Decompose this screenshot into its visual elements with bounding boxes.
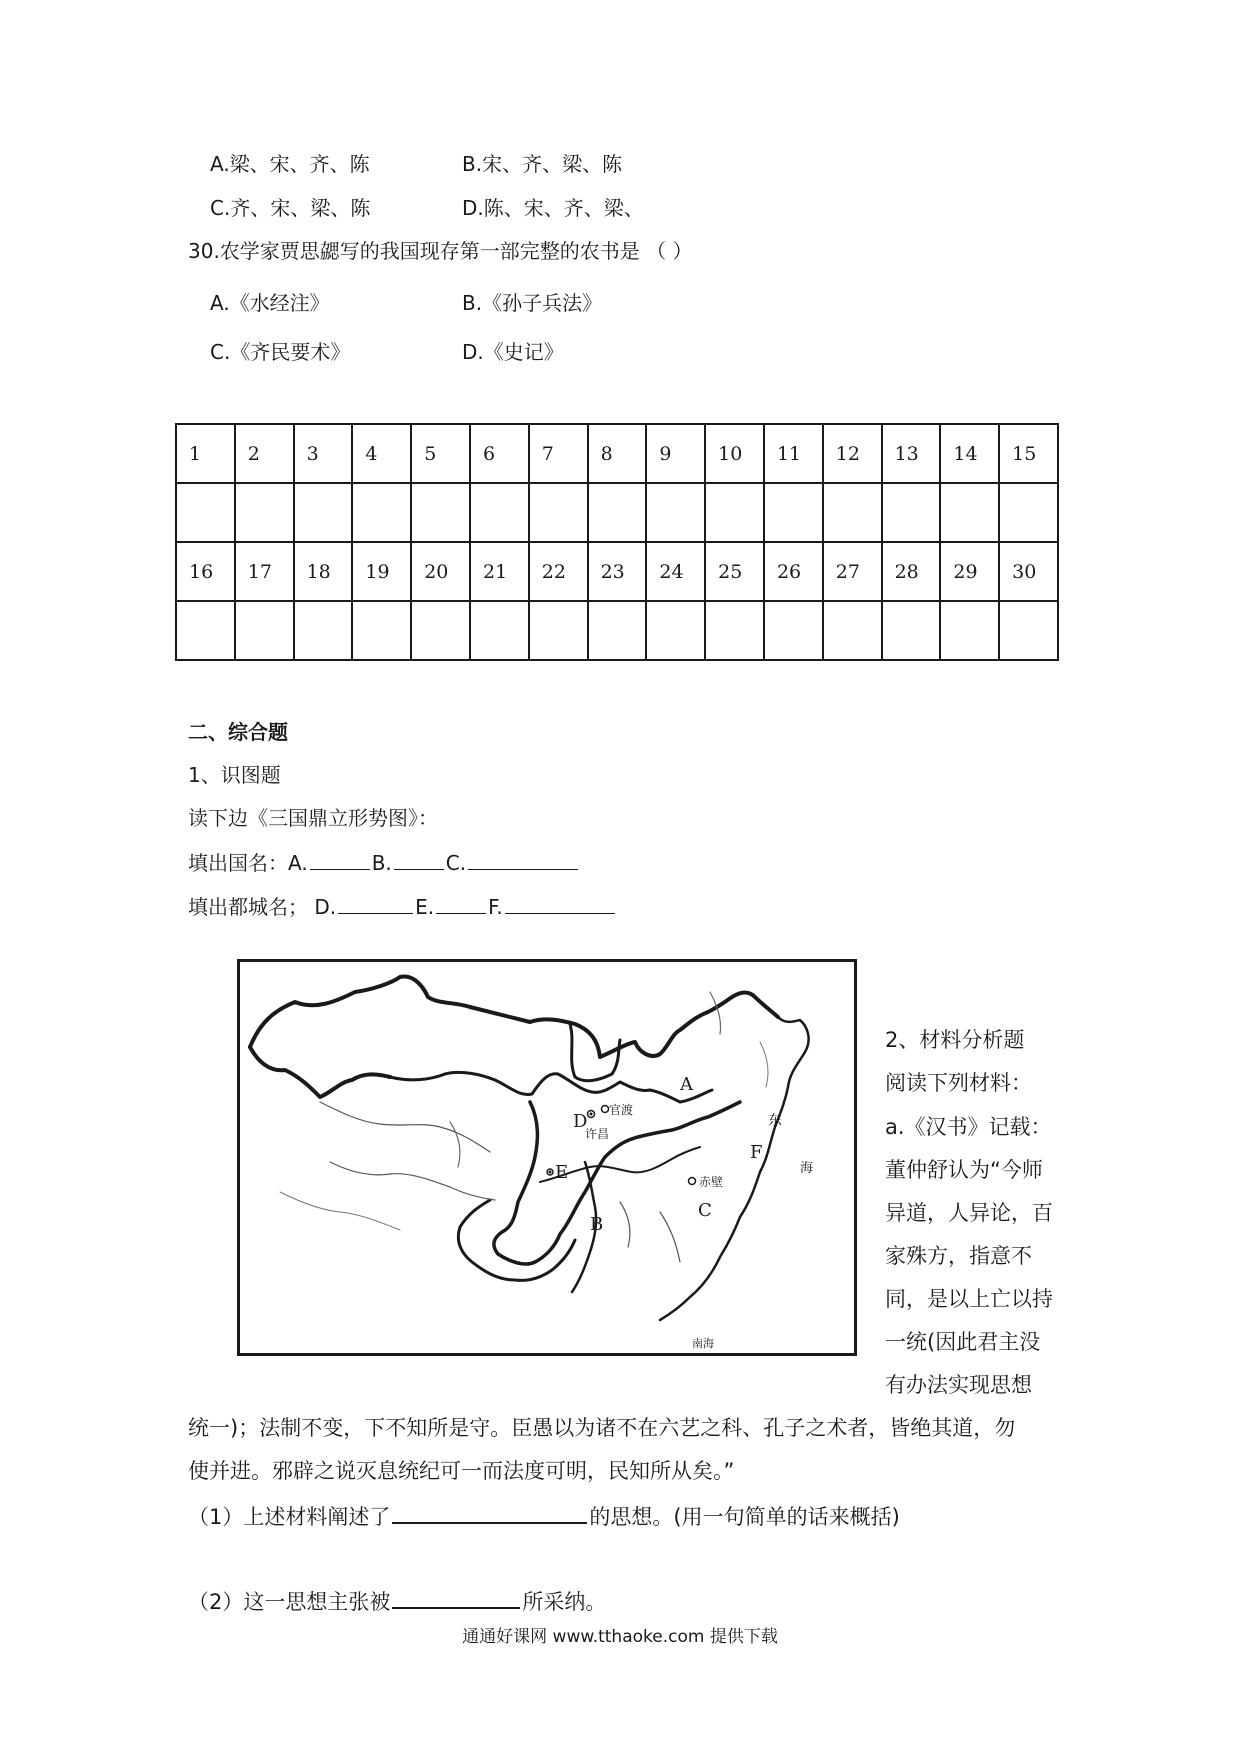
answer-cell[interactable]: [999, 483, 1058, 542]
answer-cell[interactable]: [352, 601, 411, 660]
question-2-title: 2、材料分析题: [885, 1028, 1025, 1052]
answer-cell[interactable]: [294, 483, 353, 542]
question-30-stem: 30.农学家贾思勰写的我国现存第一部完整的农书是 （ ）: [188, 239, 693, 263]
answer-number: 2: [235, 424, 294, 483]
map-label-f: F: [750, 1142, 763, 1163]
answer-cell[interactable]: [235, 601, 294, 660]
answer-cell[interactable]: [764, 483, 823, 542]
answer-number: 7: [529, 424, 588, 483]
answer-cell[interactable]: [176, 483, 235, 542]
answer-cell[interactable]: [705, 601, 764, 660]
answer-cell[interactable]: [882, 601, 941, 660]
answer-cell[interactable]: [294, 601, 353, 660]
answer-number-row-1: [176, 424, 1058, 483]
option-30-a: A.《水经注》: [210, 291, 330, 315]
map-yellow-river: [390, 1072, 712, 1102]
answer-cell[interactable]: [940, 601, 999, 660]
blank-c[interactable]: [468, 851, 578, 870]
map-label-d: D: [573, 1111, 588, 1132]
material-line: 同，是以上亡以持: [885, 1287, 1053, 1311]
map-label-hai: 海: [800, 1161, 814, 1176]
map-northern-border-west: [250, 1047, 390, 1097]
map-label-c: C: [698, 1200, 712, 1221]
answer-cell[interactable]: [176, 601, 235, 660]
map-minor-river: [710, 992, 721, 1034]
answer-number: 15: [999, 424, 1058, 483]
blank-e[interactable]: [436, 895, 486, 914]
answer-cell[interactable]: [764, 601, 823, 660]
material-line: 一统(因此君主没: [885, 1330, 1041, 1354]
answer-number: 4: [352, 424, 411, 483]
answer-cell[interactable]: [352, 483, 411, 542]
answer-cell[interactable]: [999, 601, 1058, 660]
answer-number: 10: [705, 424, 764, 483]
answer-cell[interactable]: [882, 483, 941, 542]
answer-number: 23: [588, 542, 647, 601]
material-line: a.《汉书》记载：: [885, 1115, 1052, 1139]
fill-label-b: B.: [371, 851, 392, 875]
page-footer: 通通好课网 www.tthaoke.com 提供下载: [462, 1627, 778, 1647]
map-minor-river: [450, 1122, 460, 1167]
map-label-dong: 东: [768, 1113, 782, 1129]
map-minor-river: [320, 1102, 490, 1152]
question-1-intro: 读下边《三国鼎立形势图》：: [188, 806, 438, 830]
blank-d[interactable]: [338, 895, 413, 914]
answer-number: 3: [294, 424, 353, 483]
answer-cell[interactable]: [823, 483, 882, 542]
answer-cell[interactable]: [529, 601, 588, 660]
sub-question-2-suffix: 所采纳。: [522, 1590, 607, 1614]
option-30-d: D.《史记》: [462, 340, 564, 364]
map-minor-river: [280, 1192, 400, 1230]
sub-question-1: [188, 1504, 900, 1528]
option-29-a: A.梁、宋、齐、陈: [210, 152, 370, 176]
answer-number: 12: [823, 424, 882, 483]
answer-cell[interactable]: [470, 483, 529, 542]
fill-label-e: E.: [415, 895, 435, 919]
answer-number: 14: [940, 424, 999, 483]
answer-table: [175, 423, 1059, 661]
answer-cell[interactable]: [529, 483, 588, 542]
answer-number-row-2: [176, 542, 1058, 601]
material-line: 异道，人异论，百: [885, 1201, 1053, 1225]
sub-question-1-suffix: 的思想。(用一句简单的话来概括): [589, 1505, 900, 1529]
map-label-e: E: [555, 1162, 569, 1183]
answer-number: 21: [470, 542, 529, 601]
answer-cell[interactable]: [411, 601, 470, 660]
answer-number: 5: [411, 424, 470, 483]
map-northern-border: [250, 976, 778, 1057]
material-continuation: 使并进。邪辟之说灭息统纪可一而法度可明，民知所从矣。”: [188, 1459, 735, 1483]
answer-cell[interactable]: [470, 601, 529, 660]
map-city-dot: [590, 1113, 593, 1116]
fill-capital-line: [188, 895, 617, 917]
answer-number: 27: [823, 542, 882, 601]
answer-cell[interactable]: [411, 483, 470, 542]
answer-number: 28: [882, 542, 941, 601]
map-label-chibi: 赤壁: [699, 1175, 724, 1189]
answer-number: 1: [176, 424, 235, 483]
option-29-c: C.齐、宋、梁、陈: [210, 196, 371, 220]
answer-cell[interactable]: [646, 483, 705, 542]
sub-question-2-prefix: （2）这一思想主张被: [188, 1590, 391, 1614]
answer-cell[interactable]: [235, 483, 294, 542]
material-line: 家殊方，指意不: [885, 1244, 1032, 1268]
fill-label-c: C.: [445, 851, 467, 875]
section-heading: 二、综合题: [188, 720, 288, 744]
three-kingdoms-map: [237, 959, 857, 1356]
answer-number: 30: [999, 542, 1058, 601]
answer-input-row-1: [176, 483, 1058, 542]
answer-number: 26: [764, 542, 823, 601]
map-label-b: B: [590, 1214, 604, 1235]
map-minor-river: [660, 1212, 680, 1262]
answer-number: 25: [705, 542, 764, 601]
map-minor-river: [330, 1162, 495, 1200]
answer-number: 16: [176, 542, 235, 601]
answer-number: 29: [940, 542, 999, 601]
sub-question-1-prefix: （1）上述材料阐述了: [188, 1505, 391, 1529]
answer-cell[interactable]: [940, 483, 999, 542]
material-continuation: 统一)；法制不变，下不知所是守。臣愚以为诸不在六艺之科、孔子之术者，皆绝其道，勿: [188, 1416, 1016, 1440]
fill-country-label: 填出国名：A.: [188, 851, 308, 875]
blank-sub-1[interactable]: [392, 1504, 587, 1524]
question-2-intro: 阅读下列材料：: [885, 1071, 1032, 1095]
answer-number: 22: [529, 542, 588, 601]
answer-number: 8: [588, 424, 647, 483]
map-minor-river: [760, 1042, 768, 1087]
answer-number: 18: [294, 542, 353, 601]
map-label-a: A: [680, 1074, 693, 1095]
option-30-c: C.《齐民要术》: [210, 340, 351, 364]
map-city-dot: [549, 1171, 552, 1174]
answer-cell[interactable]: [705, 483, 764, 542]
map-label-guandu: 官渡: [609, 1103, 634, 1117]
map-city-marker: [602, 1106, 609, 1113]
answer-number: 13: [882, 424, 941, 483]
answer-cell[interactable]: [588, 483, 647, 542]
answer-number: 17: [235, 542, 294, 601]
option-29-b: B.宋、齐、梁、陈: [462, 152, 623, 176]
sub-question-2: [188, 1589, 606, 1613]
fill-capital-label: 填出都城名； D.: [188, 895, 337, 919]
answer-number: 20: [411, 542, 470, 601]
answer-cell[interactable]: [646, 601, 705, 660]
fill-country-line: [188, 851, 580, 873]
blank-sub-2[interactable]: [392, 1589, 520, 1609]
answer-number: 19: [352, 542, 411, 601]
map-label-xuchang: 许昌: [585, 1127, 610, 1141]
map-label-nanhai: 南海: [692, 1337, 714, 1350]
answer-input-row-2: [176, 601, 1058, 660]
blank-f[interactable]: [505, 895, 615, 914]
map-east-coast: [660, 1017, 809, 1320]
option-29-d: D.陈、宋、齐、梁、: [462, 196, 644, 220]
material-line: 董仲舒认为“今师: [885, 1158, 1043, 1182]
blank-b[interactable]: [394, 851, 444, 870]
map-minor-river: [620, 1202, 630, 1247]
material-line: 有办法实现思想: [885, 1373, 1032, 1397]
answer-number: 6: [470, 424, 529, 483]
fill-label-f: F.: [488, 895, 503, 919]
map-drawing: [240, 962, 854, 1353]
answer-cell[interactable]: [588, 601, 647, 660]
answer-number: 11: [764, 424, 823, 483]
blank-a[interactable]: [310, 851, 370, 870]
answer-number: 9: [646, 424, 705, 483]
option-30-b: B.《孙子兵法》: [462, 291, 603, 315]
answer-cell[interactable]: [823, 601, 882, 660]
map-city-marker: [689, 1178, 696, 1185]
answer-number: 24: [646, 542, 705, 601]
question-1-title: 1、识图题: [188, 763, 281, 787]
